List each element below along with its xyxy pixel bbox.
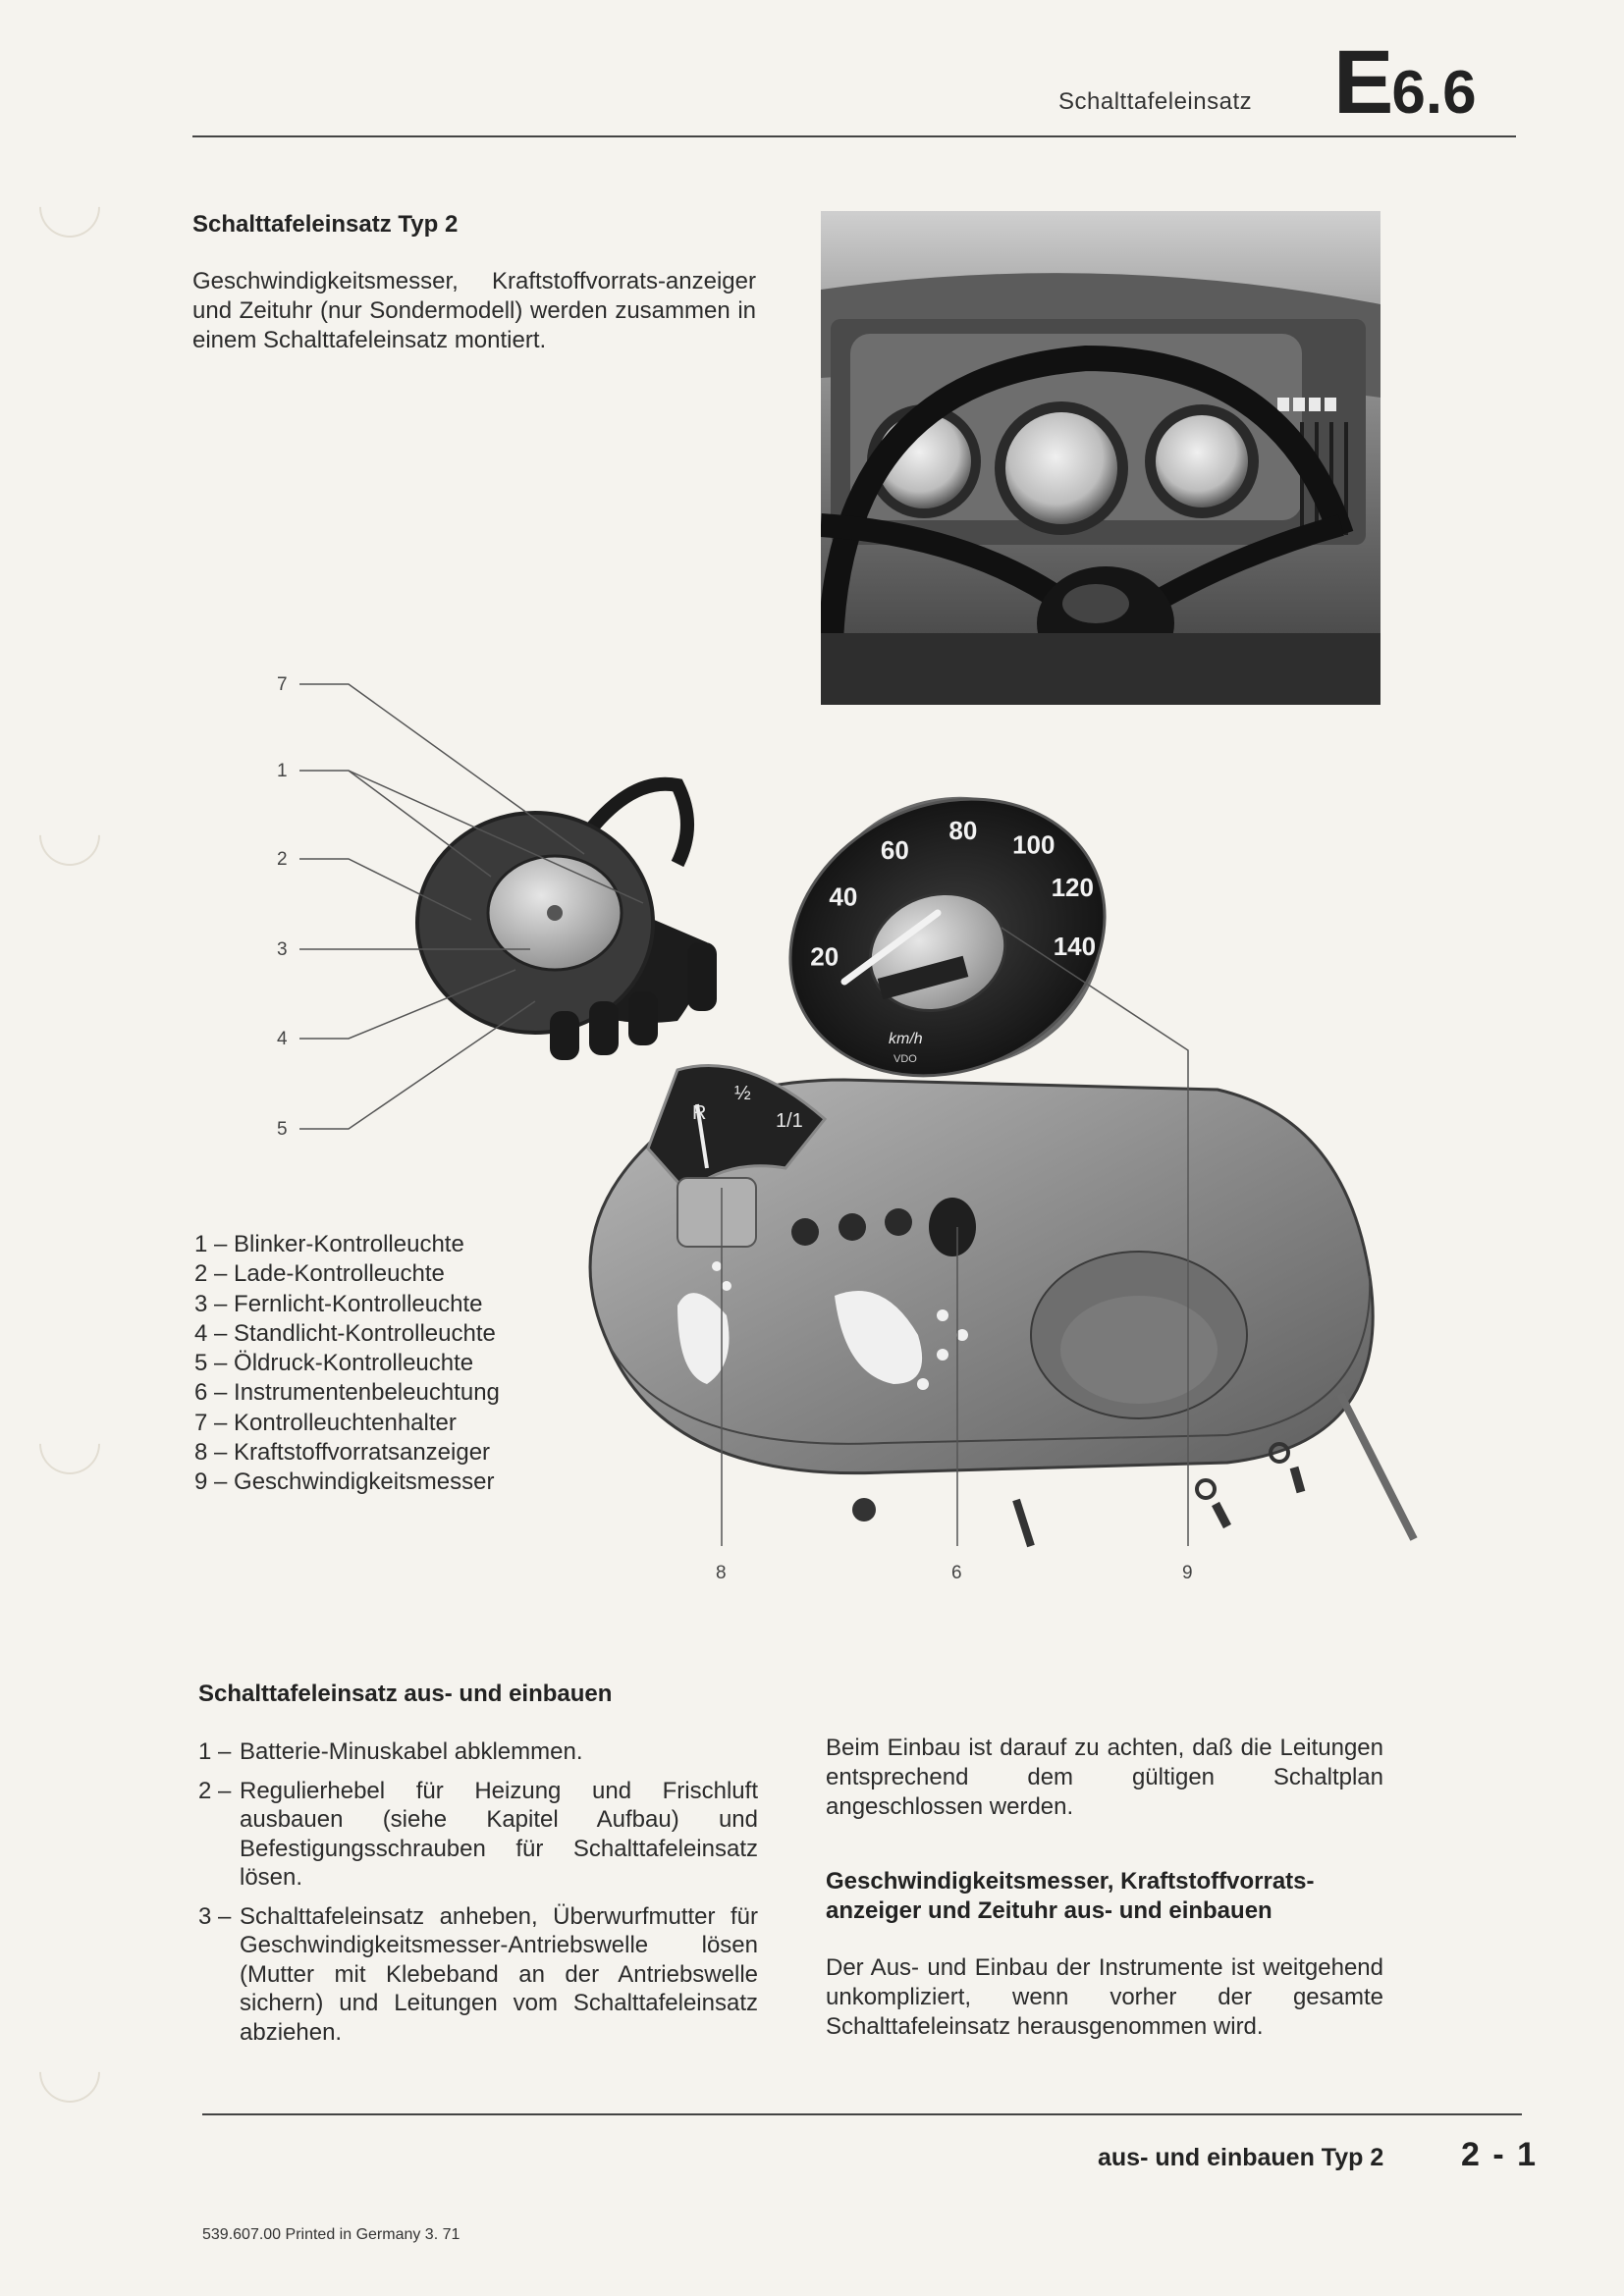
footer-title: aus- und einbauen Typ 2 bbox=[1098, 2144, 1384, 2171]
fuel-label: R bbox=[692, 1102, 707, 1124]
step-item bbox=[198, 1902, 758, 2048]
page-number: 2 - 1 bbox=[1461, 2136, 1539, 2173]
step-number: 3 – bbox=[198, 1902, 232, 1930]
nut bbox=[852, 1498, 876, 1522]
callout-3: 3 bbox=[277, 939, 288, 960]
fuel-label: ½ bbox=[734, 1083, 751, 1104]
section-code bbox=[1333, 32, 1477, 133]
callout-4: 4 bbox=[277, 1029, 288, 1049]
callout-6: 6 bbox=[951, 1563, 962, 1583]
intro-text: Geschwindigkeitsmesser, Kraftstoffvorrats-anzeiger und Zeituhr (nur Sondermodell) werden zusammen in einem Schalttafeleinsatz montiert. bbox=[192, 268, 756, 353]
legend-item: 6 – Instrumentenbeleuchtung bbox=[194, 1379, 500, 1407]
removal-heading: Schalttafeleinsatz aus- und einbauen bbox=[198, 1681, 613, 1707]
speedo-label: 80 bbox=[948, 816, 978, 845]
legend-item: 4 – Standlicht-Kontrolleuchte bbox=[194, 1319, 496, 1347]
intro-heading: Schalttafeleinsatz Typ 2 bbox=[192, 211, 459, 238]
step-item bbox=[198, 1737, 758, 1767]
legend-item: 3 – Fernlicht-Kontrolleuchte bbox=[194, 1290, 483, 1317]
speedo-label: 140 bbox=[1053, 932, 1097, 962]
step-text: Regulierhebel für Heizung und Frischluft ausbauen (siehe Kapitel Aufbau) und Befestigungsschrauben für Schalttafeleinsatz lösen. bbox=[240, 1777, 758, 1891]
legend-item: 7 – Kontrolleuchtenhalter bbox=[194, 1409, 457, 1436]
legend-item: 5 – Öldruck-Kontrolleuchte bbox=[194, 1350, 474, 1377]
step-number: 2 – bbox=[198, 1777, 232, 1804]
speedo-label: 120 bbox=[1051, 873, 1094, 903]
callout-7: 7 bbox=[277, 674, 288, 695]
callout-1: 1 bbox=[277, 761, 288, 781]
footer-rule bbox=[202, 2113, 1522, 2115]
step-item bbox=[198, 1777, 758, 1893]
punch-hole bbox=[27, 164, 113, 250]
print-line: 539.607.00 Printed in Germany 3. 71 bbox=[202, 2226, 460, 2243]
washer bbox=[1197, 1480, 1215, 1498]
legend-item: 2 – Lade-Kontrolleuchte bbox=[194, 1260, 445, 1288]
speedo-label: 20 bbox=[810, 941, 839, 972]
instruments-text: Der Aus- und Einbau der Instrumente ist weitgehend unkompliziert, wenn vorher der gesamte Schalttafeleinsatz herausgenommen wird. bbox=[826, 1954, 1383, 2040]
legend bbox=[194, 1230, 500, 1498]
legend-item: 8 – Kraftstoffvorratsanzeiger bbox=[194, 1439, 491, 1467]
legend-item: 9 – Geschwindigkeitsmesser bbox=[194, 1468, 495, 1496]
speedo-unit: km/h bbox=[889, 1031, 923, 1047]
fuel-label: 1/1 bbox=[776, 1110, 803, 1132]
section-code-number: 6.6 bbox=[1391, 59, 1477, 127]
speedo-label: 40 bbox=[829, 881, 858, 912]
punch-hole bbox=[27, 2029, 113, 2115]
speedo-label: 60 bbox=[880, 834, 909, 865]
install-note: Beim Einbau ist darauf zu achten, daß die Leitungen entsprechend dem gültigen Schaltplan angeschlossen werden. bbox=[826, 1735, 1383, 1820]
callout-9: 9 bbox=[1182, 1563, 1193, 1583]
step-text: Batterie-Minuskabel abklemmen. bbox=[240, 1738, 583, 1765]
dashboard-photo bbox=[821, 211, 1380, 705]
callout-2: 2 bbox=[277, 849, 288, 870]
removal-steps bbox=[198, 1737, 758, 2056]
callout-5: 5 bbox=[277, 1119, 288, 1140]
speedo-label: 100 bbox=[1012, 829, 1056, 860]
step-number: 1 – bbox=[198, 1738, 232, 1765]
screw bbox=[1016, 1500, 1031, 1546]
callout-8: 8 bbox=[716, 1563, 727, 1583]
long-bolt bbox=[1340, 1394, 1414, 1539]
section-title: Schalttafeleinsatz bbox=[1058, 88, 1253, 115]
step-text: Schalttafeleinsatz anheben, Überwurfmutter für Geschwindigkeitsmesser-Antriebswelle lösen (Mutter mit Klebeband an der Antriebswelle sichern) und Leitungen vom Schalttafeleinsatz abziehen. bbox=[240, 1902, 758, 2046]
speedo-brand: VDO bbox=[893, 1053, 917, 1065]
section-code-letter: E bbox=[1333, 32, 1392, 133]
header-rule bbox=[192, 135, 1516, 137]
instruments-heading: Geschwindigkeitsmesser, Kraftstoffvorrats-anzeiger und Zeituhr aus- und einbauen bbox=[826, 1868, 1315, 1924]
legend-item: 1 – Blinker-Kontrolleuchte bbox=[194, 1231, 464, 1257]
